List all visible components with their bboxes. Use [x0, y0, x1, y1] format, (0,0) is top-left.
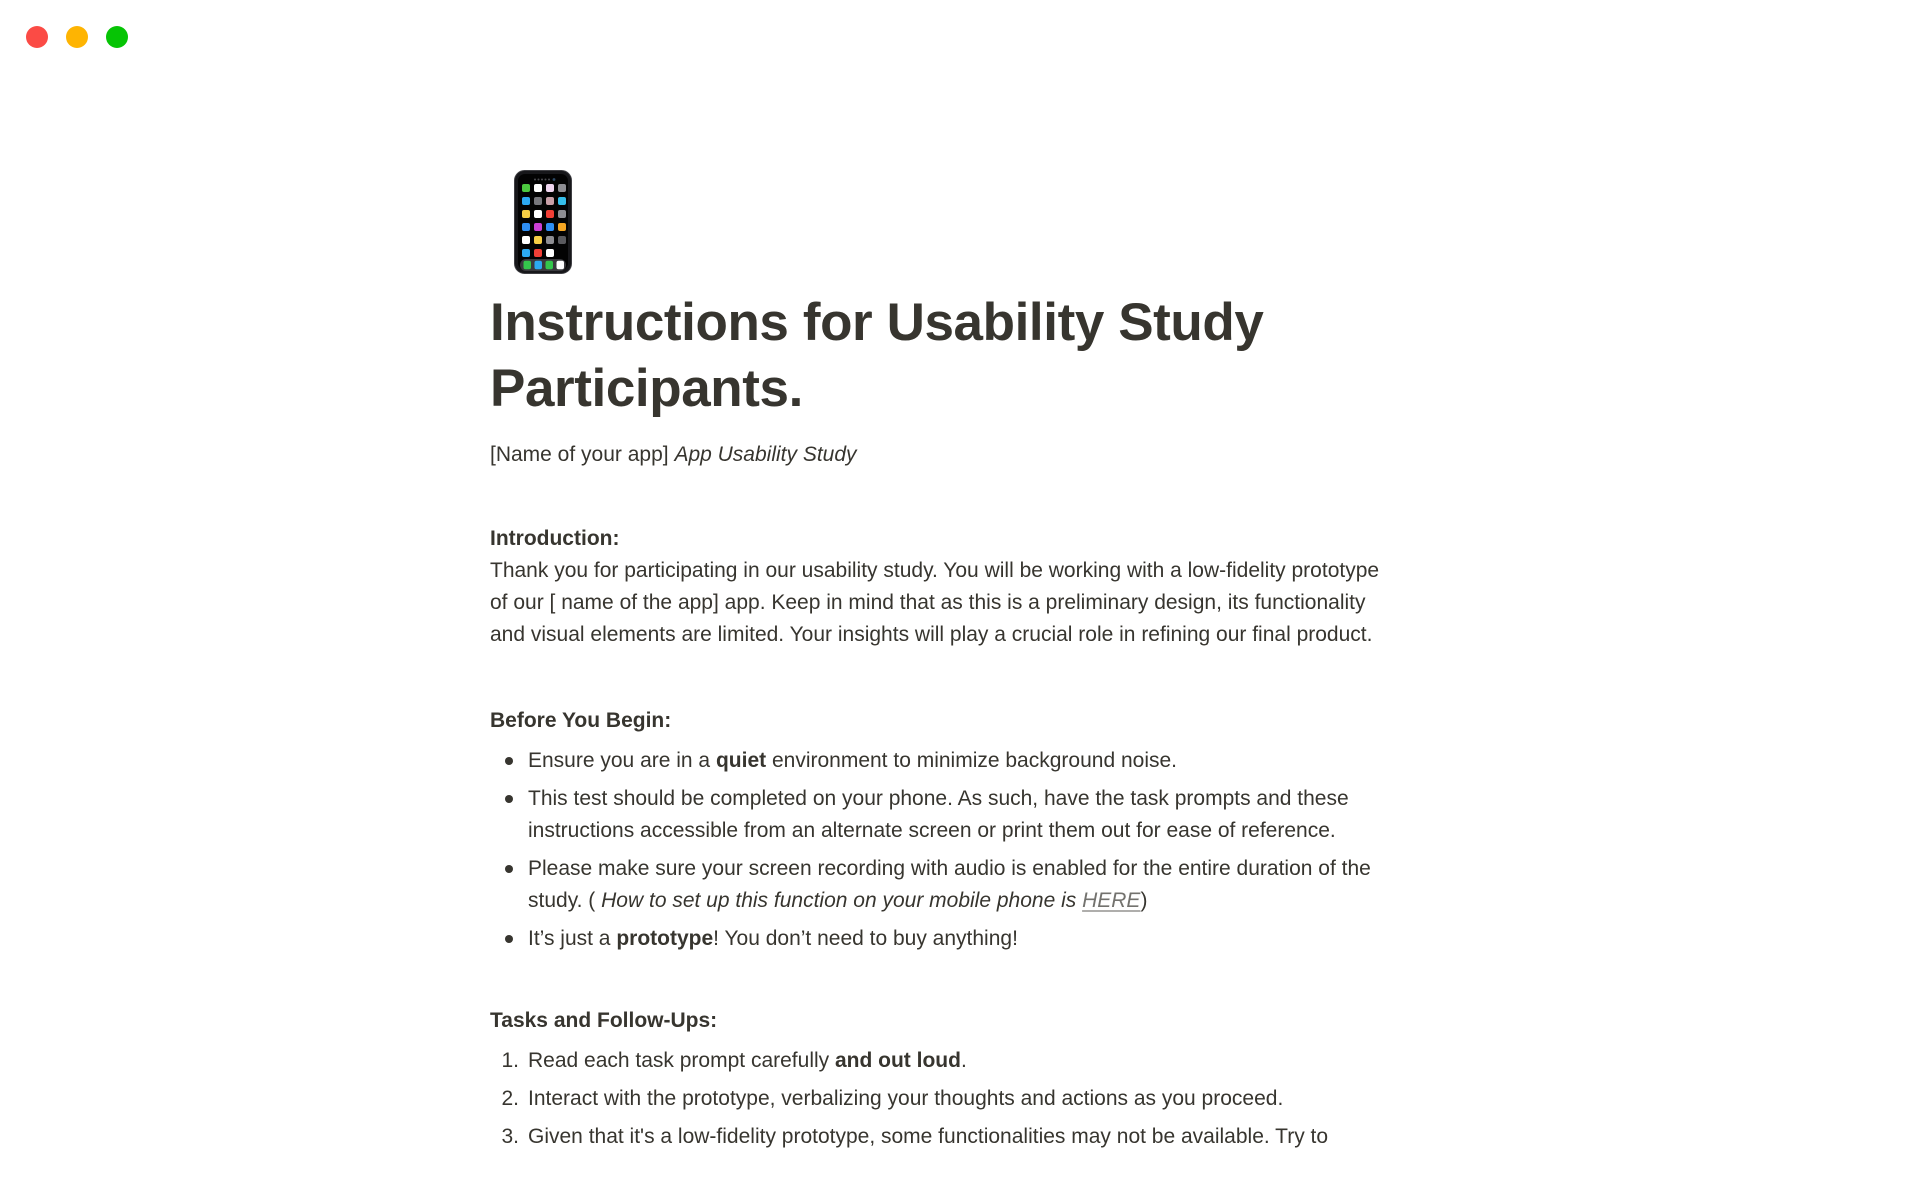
- list-item-content: [528, 1045, 1430, 1077]
- list-item: [490, 923, 1430, 955]
- mobile-phone-icon[interactable]: [514, 170, 1430, 274]
- bullet-dot-icon: [505, 795, 513, 803]
- list-number: 2.: [501, 1087, 519, 1110]
- window-controls: [26, 26, 128, 48]
- list-item: [490, 783, 1430, 847]
- text-run: Read each task prompt carefully: [528, 1049, 835, 1072]
- text-run: This test should be completed on your phone. As such, have the task prompts and these: [528, 787, 1349, 810]
- bullet-icon: [490, 783, 528, 847]
- tasks-list: [490, 1037, 1430, 1153]
- bullet-icon: [490, 745, 528, 777]
- page-title-line: Participants.: [490, 359, 803, 418]
- tasks-heading: [490, 1005, 1430, 1037]
- document: [490, 0, 1430, 1153]
- text-line: [528, 853, 1430, 885]
- text-run: Thank you for participating in our usability study. You will be working with a low-fidelity prototype: [490, 559, 1380, 582]
- text-line: [490, 587, 1430, 619]
- bullet-dot-icon: [505, 935, 513, 943]
- text-line: [490, 439, 1430, 471]
- list-item-content: [528, 1121, 1430, 1153]
- before-you-begin-heading: [490, 705, 1430, 737]
- document-body: [490, 439, 1430, 1153]
- text-line: [528, 1121, 1430, 1153]
- app-name-line: [490, 439, 1430, 471]
- page-title-line: Instructions for Usability Study: [490, 293, 1264, 352]
- text-run: .: [960, 1049, 967, 1072]
- text-run: instructions accessible from an alternate screen or print them out for ease of reference.: [528, 819, 1336, 842]
- page-title: [490, 290, 1430, 422]
- text-run: ! You don’t need to buy anything!: [713, 927, 1018, 950]
- intro-paragraph: [490, 523, 1430, 651]
- list-number: 1.: [501, 1049, 519, 1072]
- list-number: 3.: [501, 1125, 519, 1148]
- text-line: [490, 555, 1430, 587]
- text-run: of our [ name of the app] app. Keep in mind that as this is a preliminary design, its functionality: [490, 591, 1366, 614]
- bullet-icon: [490, 923, 528, 955]
- list-item: [490, 1083, 1430, 1115]
- text-run: Ensure you are in a: [528, 749, 716, 772]
- text-line: [528, 923, 1430, 955]
- close-button[interactable]: [26, 26, 48, 48]
- text-run: It’s just a: [528, 927, 617, 950]
- list-item: [490, 1045, 1430, 1077]
- list-item-content: [528, 853, 1430, 917]
- before-you-begin-list: [490, 737, 1430, 955]
- text-run: Interact with the prototype, verbalizing your thoughts and actions as you proceed.: [528, 1087, 1284, 1110]
- list-item-content: [528, 783, 1430, 847]
- zoom-button[interactable]: [106, 26, 128, 48]
- minimize-button[interactable]: [66, 26, 88, 48]
- text-line: [528, 885, 1430, 917]
- text-line: [490, 705, 1430, 737]
- text-line: [528, 1045, 1430, 1077]
- list-item: [490, 853, 1430, 917]
- list-item: [490, 745, 1430, 777]
- text-run: and out loud: [834, 1049, 961, 1072]
- text-line: [528, 745, 1430, 777]
- text-run: ): [1140, 889, 1148, 912]
- text-run: How to set up this function on your mobile phone is: [601, 889, 1083, 912]
- text-run: prototype: [616, 927, 714, 950]
- text-run: [Name of your app]: [490, 443, 675, 466]
- text-run: Given that it's a low-fidelity prototype, some functionalities may not be available. Try to: [528, 1125, 1329, 1148]
- here-link[interactable]: HERE: [1082, 889, 1141, 912]
- list-item-content: [528, 745, 1430, 777]
- text-line: [528, 1083, 1430, 1115]
- text-line: [528, 783, 1430, 815]
- text-run: App Usability Study: [674, 443, 857, 466]
- text-run: Introduction:: [490, 527, 620, 550]
- bullet-dot-icon: [505, 865, 513, 873]
- text-line: [528, 815, 1430, 847]
- text-line: [490, 1005, 1430, 1037]
- bullet-icon: [490, 853, 528, 917]
- text-run: study. (: [528, 889, 602, 912]
- bullet-dot-icon: [505, 757, 513, 765]
- list-item-content: [528, 923, 1430, 955]
- text-run: Before You Begin:: [490, 709, 672, 732]
- text-run: Tasks and Follow-Ups:: [490, 1009, 718, 1032]
- text-run: and visual elements are limited. Your insights will play a crucial role in refining our final product.: [490, 623, 1373, 646]
- list-item-content: [528, 1083, 1430, 1115]
- text-run: Please make sure your screen recording with audio is enabled for the entire duration of the: [528, 857, 1371, 880]
- text-line: [490, 619, 1430, 651]
- list-item: [490, 1121, 1430, 1153]
- text-run: quiet: [715, 749, 767, 772]
- text-run: environment to minimize background noise.: [766, 749, 1177, 772]
- text-line: [490, 523, 1430, 555]
